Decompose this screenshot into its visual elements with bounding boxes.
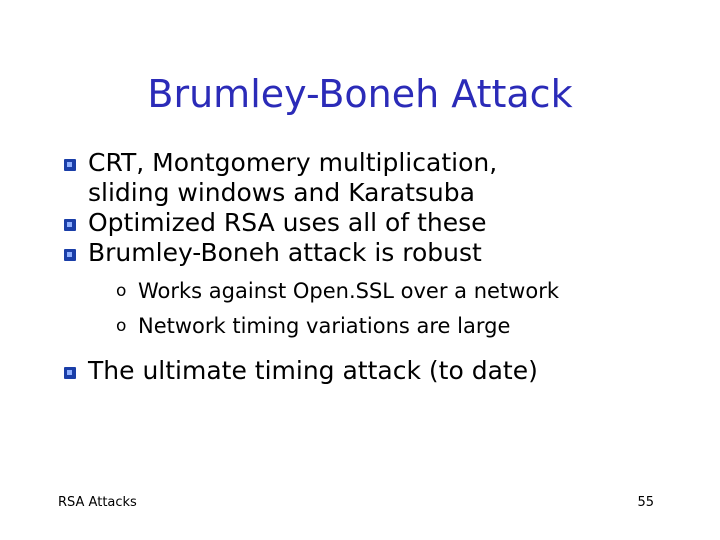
square-bullet-icon	[64, 367, 76, 379]
bullet-text: Brumley-Boneh attack is robust	[88, 238, 482, 267]
sub-bullet-text: Works against Open.SSL over a network	[138, 279, 559, 303]
bullet-text: CRT, Montgomery multiplication,	[88, 148, 498, 177]
bullet-list	[58, 148, 698, 386]
bullet-item	[58, 148, 698, 178]
sub-bullet-item	[58, 309, 698, 344]
circle-bullet-icon: o	[116, 281, 127, 301]
bullet-text: Optimized RSA uses all of these	[88, 208, 487, 237]
footer-title: RSA Attacks	[58, 495, 137, 510]
bullet-item	[58, 238, 698, 268]
square-bullet-icon	[64, 159, 76, 171]
bullet-item	[58, 356, 698, 386]
bullet-continuation	[58, 178, 698, 208]
page-number: 55	[637, 495, 654, 510]
square-bullet-icon	[64, 249, 76, 261]
bullet-text: The ultimate timing attack (to date)	[88, 356, 538, 385]
bullet-item	[58, 208, 698, 238]
sub-bullet-text: Network timing variations are large	[138, 314, 511, 338]
sub-bullet-item	[58, 274, 698, 309]
slide-title: Brumley-Boneh Attack	[147, 72, 573, 116]
square-bullet-icon	[64, 219, 76, 231]
circle-bullet-icon: o	[116, 316, 127, 336]
bullet-text: sliding windows and Karatsuba	[88, 178, 475, 207]
